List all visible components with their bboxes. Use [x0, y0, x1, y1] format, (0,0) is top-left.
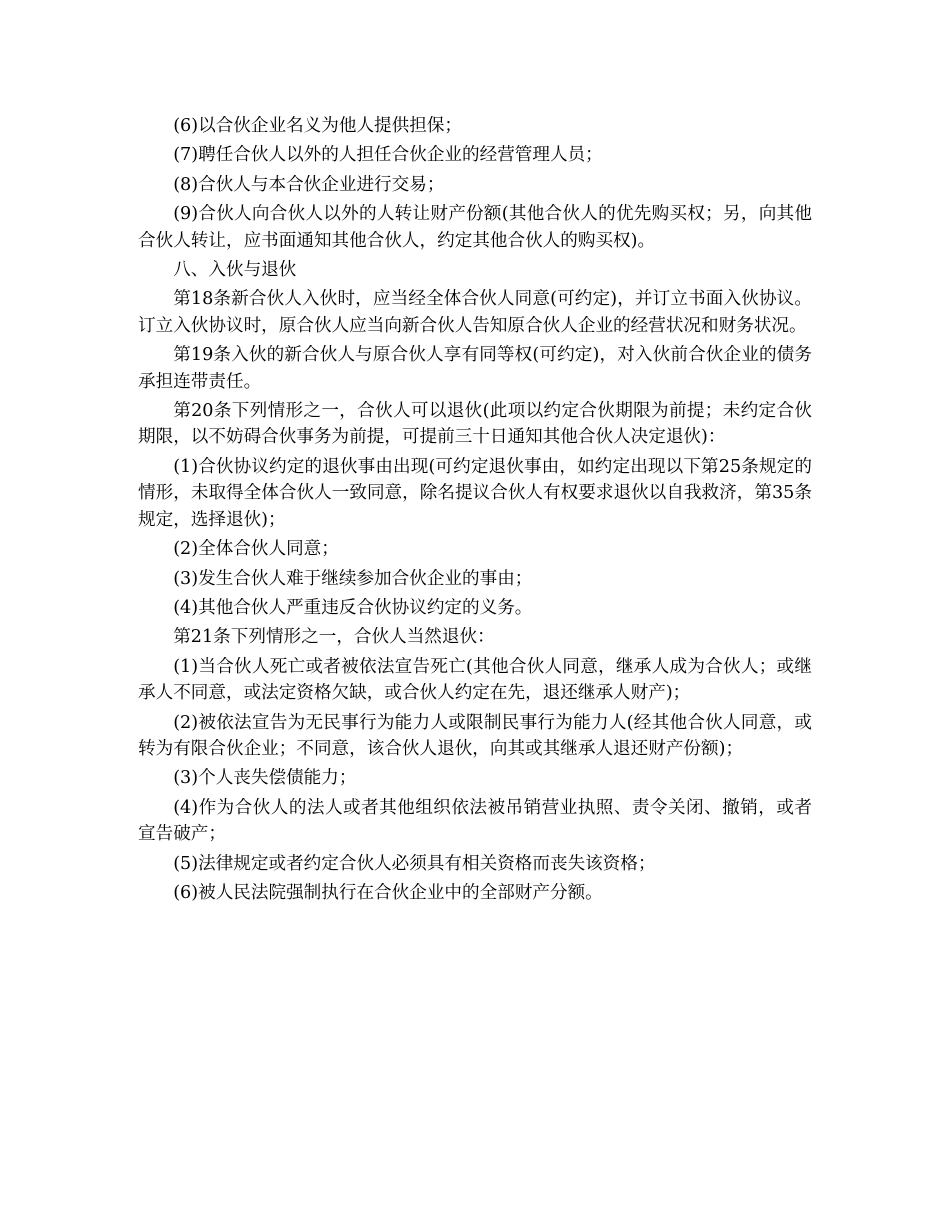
article-20-item-3: (3)发生合伙人难于继续参加合伙企业的事由；: [173, 568, 533, 589]
article-21: 第21条下列情形之一，合伙人当然退伙：: [173, 627, 495, 648]
document-page: [138, 113, 812, 909]
article-20-item-2: (2)全体合伙人同意；: [173, 539, 339, 560]
section-heading: 八、入伙与退伙: [173, 260, 297, 281]
article-21-item-6: (6)被人民法院强制执行在合伙企业中的全部财产分额。: [173, 882, 603, 903]
paragraph-2: (7)聘任合伙人以外的人担任合伙企业的经营管理人员；: [173, 145, 603, 166]
article-20-item-4: (4)其他合伙人严重违反合伙协议约定的义务。: [173, 597, 533, 618]
paragraph-1: (6)以合伙企业名义为他人提供担保；: [173, 116, 463, 136]
article-21-item-4: (4)作为合伙人的法人或者其他组织依法被吊销营业执照、责令关闭、撤销，或者宣告破产；: [138, 797, 812, 845]
article-21-item-1: (1)当合伙人死亡或者被依法宣告死亡(其他合伙人同意，继承人成为合伙人；或继承人不同意，或法定资格欠缺，或合伙人约定在先，退还继承人财产)；: [138, 656, 812, 704]
article-21-item-2: (2)被依法宣告为无民事行为能力人或限制民事行为能力人(经其他合伙人同意，或转为有限合伙企业；不同意，该合伙人退伙，向其或其继承人退还财产份额)；: [138, 712, 812, 759]
article-19: 第19条入伙的新合伙人与原合伙人享有同等权(可约定)，对入伙前合伙企业的债务承担连带责任。: [138, 345, 812, 392]
article-20-item-1: (1)合伙协议约定的退伙事由出现(可约定退伙事由，如约定出现以下第25条规定的情形，未取得全体合伙人一致同意，除名提议合伙人有权要求退伙以自我救济，第35条规定，选择退伙)；: [138, 456, 812, 530]
article-20: 第20条下列情形之一，合伙人可以退伙(此项以约定合伙期限为前提；未约定合伙期限，以不妨碍合伙事务为前提，可提前三十日通知其他合伙人决定退伙)：: [138, 401, 812, 448]
paragraph-3: (8)合伙人与本合伙企业进行交易；: [173, 174, 445, 195]
paragraph-4: (9)合伙人向合伙人以外的人转让财产份额(其他合伙人的优先购买权；另，向其他合伙人转让，应书面通知其他合伙人，约定其他合伙人的购买权)。: [138, 204, 812, 251]
article-21-item-3: (3)个人丧失偿债能力；: [173, 768, 357, 789]
article-18: 第18条新合伙人入伙时，应当经全体合伙人同意(可约定)，并订立书面入伙协议。订立入伙协议时，原合伙人应当向新合伙人告知原合伙人企业的经营状况和财务状况。: [138, 289, 812, 336]
article-21-item-5: (5)法律规定或者约定合伙人必须具有相关资格而丧失该资格；: [173, 853, 656, 874]
